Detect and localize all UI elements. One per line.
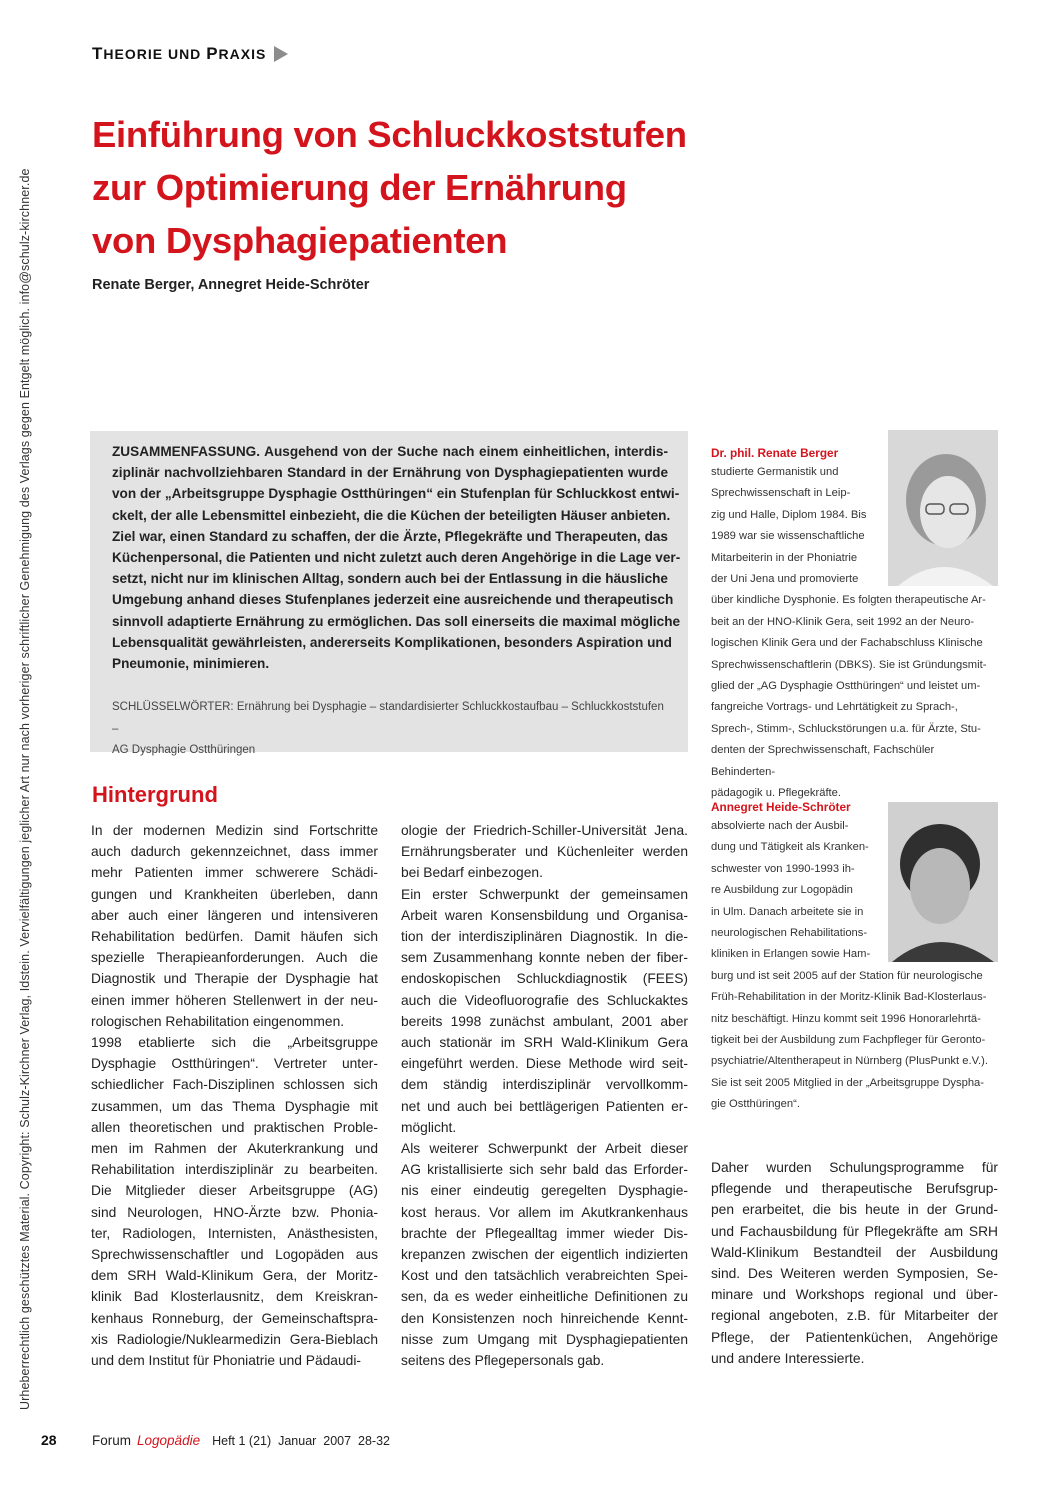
bio-berger: [711, 446, 997, 805]
abstract-line: ZUSAMMENFASSUNG. Ausgehend von der Suche nach einem einheitlichen, interdis-: [112, 444, 668, 459]
journal-footer: [92, 1433, 390, 1448]
section-heading: Hintergrund: [92, 782, 218, 807]
abstract-line: setzt, nicht nur im klinischen Alltag, sondern auch bei der Entlassung in die häusliche: [112, 571, 668, 587]
bio-text: absolvierte nach der Ausbil- dung und Tätigkeit als Kranken- schwester von 1990-1993 ih- re Ausbildung zur Logopädin in Ulm. Danach arbeitete sie in neurologischen Rehabilitations- kliniken in Erlangen sowie Ham- burg und ist seit 2005 auf der Station für neurologische Früh-Rehabilitation in der Moritz-Klinik Bad-Klosterlaus- nitz beschäftigt. Hinzu kommt seit 1996 Honorarlehrtä- tigkeit bei der Ausbildung zum Fachpfleger für Geronto- psychiatrie/Altentherapeut in Nürnberg (PlusPunkt e.V.). Sie ist seit 2005 Mitglied in der „Arbeitsgruppe Dyspha- gie Ostthüringen“.: [711, 820, 988, 1111]
bio-name: Annegret Heide-Schröter: [711, 800, 851, 814]
abstract-line: ziplinär nachvollziehbaren Standard in der Ernährung von Dysphagiepatienten wurde: [112, 465, 668, 481]
abstract-line: ckelt, der alle Lebensmittel einbezieht, die die Küchen der beteiligten Häuser anbieten.: [112, 507, 671, 523]
title-line: von Dysphagiepatienten: [92, 220, 508, 261]
body-column-2: ologie der Friedrich-Schiller-Universität Jena. Ernährungsberater und Küchenleiter werden bei Bedarf einbezogen. Ein erster Schwerpunkt der gemeinsamen Arbeit waren Konsensbildung und Organisa- tion der interdisziplinären Diagnostik. In die- sem Zusammenhang konnte neben der fiber- endoskopischen Schluckdiagnostik (FEES) auch die Videofluorografie des Schluckaktes bereits 1998 zunächst ambulant, 2001 aber auch stationär im SRH Wald-Klinikum Gera eingeführt werden. Diese Methode wird seit- dem ständig interdisziplinär vervollkomm- net und auch bei bettlägerigen Patienten er- möglicht. Als weiterer Schwerpunkt der Arbeit dieser AG kristallisierte sich sehr bald das Erforder- nis einer eindeutig geregelten Dysphagie- kost heraus. Vor allem im Akutkrankenhaus brachte der Pflegealltag immer wieder Dis- krepanzen zwischen der eigentlich indizierten Kost und den tatsächlich verabreichten Spei- sen, da es weder einheitliche Definitionen zu den Konsistenzen noch hinreichende Kennt- nisse zum Umgang mit Dysphagiepatienten seitens des Pflegepersonals gab.: [401, 823, 688, 1369]
article-title: [92, 108, 792, 267]
issue-info: Heft 1 (21) Januar 2007 28-32: [212, 1434, 390, 1448]
abstract-line: Ziel war, einen Standard zu schaffen, der die Ärzte, Pflegekräfte und Therapeuten, das: [112, 528, 668, 544]
abstract-line: sinnvoll adaptierte Ernährung zu ermöglichen. Das soll einerseits die maximal mögliche: [112, 613, 681, 629]
keywords-line: AG Dysphagie Ostthüringen: [112, 744, 256, 756]
abstract-line: von der „Arbeitsgruppe Dysphagie Ostthüringen“ ein Stufenplan für Schluckkost entwi-: [112, 486, 680, 502]
bio-heide-schroeter: [711, 800, 997, 1116]
section-label-text: THEORIE UND PRAXIS: [92, 44, 267, 63]
bio-name: Dr. phil. Renate Berger: [711, 446, 839, 460]
triangle-right-icon: [274, 46, 288, 62]
abstract-line: Umgebung anhand dieses Stufenplanes jederzeit eine ausreichende und therapeutisch: [112, 592, 674, 608]
section-label: [92, 44, 288, 64]
journal-logo: Logopädie: [137, 1433, 201, 1448]
abstract-label: ZUSAMMENFASSUNG.: [112, 444, 261, 459]
body-column-3: Daher wurden Schulungsprogramme für pflegende und therapeutische Berufsgrup- pen erarbeitet, die bis heute in der Grund- und Fachausbildung für Pflegekräfte am SRH Wald-Klinikum Bestandteil der Ausbildung sind. Des Weiteren werden Symposien, Se- minare und Workshops regional und über- regional angeboten, z.B. für Mitarbeiter der Pflege, der Patientenküchen, Angehörige und andere Interessierte.: [711, 1160, 998, 1366]
authors: Renate Berger, Annegret Heide-Schröter: [92, 277, 370, 293]
abstract-line: Lebensqualität gewährleisten, andererseits Komplikationen, besonders Aspiration und: [112, 634, 672, 650]
abstract-text: [112, 441, 681, 674]
title-line: zur Optimierung der Ernährung: [92, 167, 627, 208]
bio-text: studierte Germanistik und Sprechwissenschaft in Leip- zig und Halle, Diplom 1984. Bis 1989 war sie wissenschaftliche Mitarbeiterin in der Phoniatrie der Uni Jena und promovierte über kindliche Dysphonie. Es folgten therapeutische Ar- beit an der HNO-Klinik Gera, seit 1992 an der Neuro- logischen Klinik Gera und der Fachabschluss Klinische Sprechwissenschaftlerin (DBKS). Sie ist Gründungsmit- glied der „AG Dysphagie Ostthüringen“ und leistet um- fangreiche Vortrags- und Lehrtätigkeit zu Sprach-, Sprech-, Stimm-, Schluckstörungen u.a. für Ärzte, Stu- denten der Sprechwissenschaft, Fachschüler Behinderten- pädagogik u. Pflegekräfte.: [711, 466, 987, 800]
journal-name: Forum: [92, 1433, 132, 1448]
copyright-notice: Urheberrechtlich geschütztes Material. Copyright: Schulz-Kirchner Verlag, Idstein. Vervielfältigungen jeglicher Art nur nach vorheriger schriftlicher Genehmigung des Verlags gegen Entgelt möglich. info@schulz-kirchner.de: [18, 168, 32, 1410]
keywords: [112, 697, 668, 762]
abstract-line: Küchenpersonal, die Patienten und nicht zuletzt auch deren Angehörige in die Lage ver-: [112, 550, 681, 566]
title-line: Einführung von Schluckkoststufen: [92, 114, 687, 155]
abstract-line: Pneumonie, minimieren.: [112, 656, 270, 672]
body-column-1: In der modernen Medizin sind Fortschritte auch dadurch gekennzeichnet, dass immer mehr Patienten immer schwerere Schädi- gungen und Krankheiten überleben, dann aber auch einer längeren und intensiveren Rehabilitation bedürfen. Damit häufen sich spezielle Therapieanforderungen. Auch die Diagnostik und Therapie der Dysphagie hat einen immer höheren Stellenwert in der neu- rologischen Rehabilitation eingenommen. 1998 etablierte sich die „Arbeitsgruppe Dysphagie Ostthüringen“. Vertreter unter- schiedlicher Fach-Disziplinen schlossen sich zusammen, um das Thema Dysphagie mit allen theoretischen und praktischen Proble- men im Rahmen der Akuterkrankung und Rehabilitation interdisziplinär zu bearbeiten. Die Mitglieder dieser Arbeitsgruppe (AG) sind Neurologen, HNO-Ärzte bzw. Phonia- ter, Radiologen, Internisten, Anästhesisten, Sprechwissenschaftler und Logopäden aus dem SRH Wald-Klinikum Gera, der Moritz- klinik Bad Klosterlausnitz, dem Kreiskran- kenhaus Ronneburg, der Gemeinschaftspra- xis Radiologie/Nuklearmedizin Gera-Bieblach und dem Institut für Phoniatrie und Pädaudi-: [91, 823, 378, 1369]
page-number: 28: [41, 1432, 57, 1448]
keywords-line: SCHLÜSSELWÖRTER: Ernährung bei Dysphagie – standardisierter Schluckkostaufbau – Schluckkoststufen –: [112, 701, 664, 735]
